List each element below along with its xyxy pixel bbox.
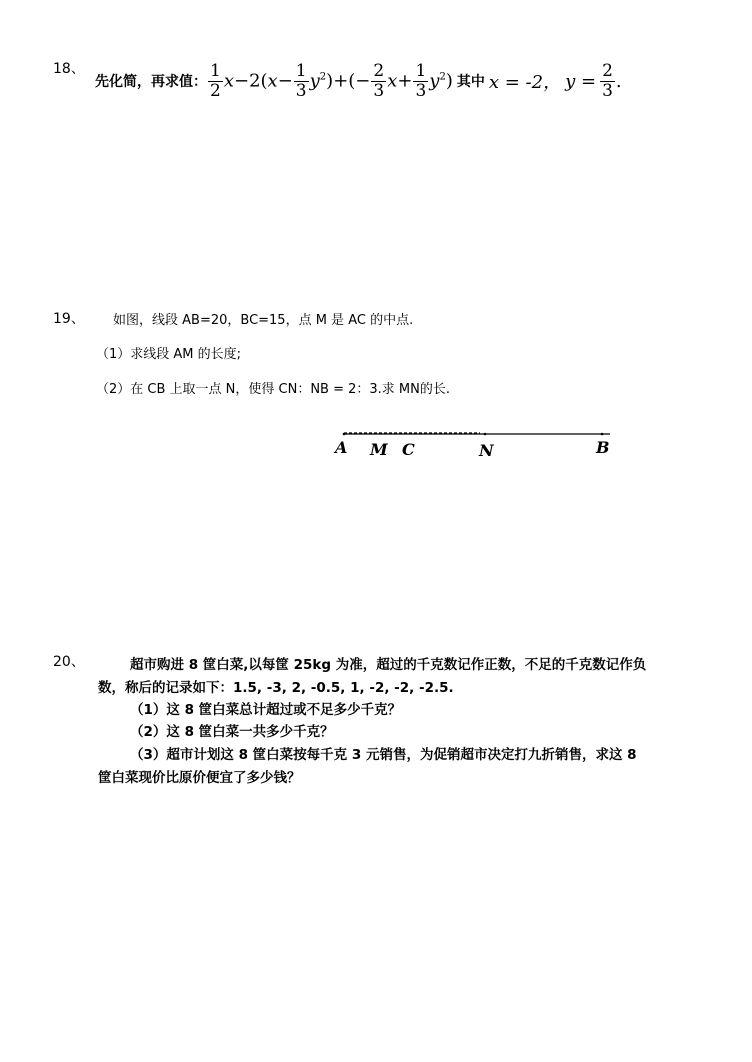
- q20-number: 20、: [53, 654, 85, 670]
- q18-cond-y: y =: [565, 70, 597, 92]
- q18-y-value: $\frac{2}{3}$: [602, 60, 613, 101]
- point-b-dot: [601, 433, 604, 436]
- q19-line1: 如图，线段 AB=20，BC=15，点 M 是 AC 的中点.: [113, 313, 414, 328]
- point-a-dot: [343, 433, 346, 436]
- q18-prompt: 先化简，再求值：: [95, 74, 207, 90]
- q18-end: .: [615, 70, 622, 92]
- q18-expression-row: [95, 58, 622, 104]
- q19-part1: （1）求线段 AM 的长度;: [96, 347, 242, 362]
- q18-number: 18、: [53, 61, 85, 77]
- q18-cond-text: 其中: [456, 74, 485, 90]
- q18-expression: $\frac{1}{2}$ x−2(x− $\frac{1}{3}$ $y^2)+(-$ $\frac{2}{3}$ x+ $\frac{1}{3}$ $y^2$): [210, 60, 453, 101]
- q19-part2: （2）在 CB 上取一点 N，使得 CN：NB = 2：3.求 MN的长.: [96, 382, 451, 397]
- q20-part3: （3）超市计划这 8 筐白菜按每千克 3 元销售，为促销超市决定打九折销售，求这 8: [130, 747, 637, 763]
- q20-part2: （2）这 8 筐白菜一共多少千克？: [130, 724, 334, 740]
- point-label-c: C: [402, 440, 415, 459]
- q20-part3b: 筐白菜现价比原价便宜了多少钱？: [98, 770, 301, 786]
- point-label-b: B: [596, 438, 610, 457]
- point-label-n: N: [479, 441, 494, 460]
- point-label-a: A: [335, 438, 348, 457]
- point-n-dot: [484, 433, 487, 436]
- q19-number: 19、: [53, 311, 85, 327]
- q20-part1: （1）这 8 筐白菜总计超过或不足多少千克？: [130, 702, 402, 718]
- q20-line2: 数，称后的记录如下：1.5, -3, 2, -0.5, 1, -2, -2, -2.5.: [98, 680, 454, 696]
- segment-diagram: [330, 420, 620, 465]
- q18-cond-x: x = -2，: [488, 72, 562, 93]
- q20-line1: 超市购进 8 筐白菜,以每筐 25kg 为准，超过的千克数记作正数，不足的千克数记作负: [130, 657, 647, 673]
- point-label-m: M: [370, 440, 388, 459]
